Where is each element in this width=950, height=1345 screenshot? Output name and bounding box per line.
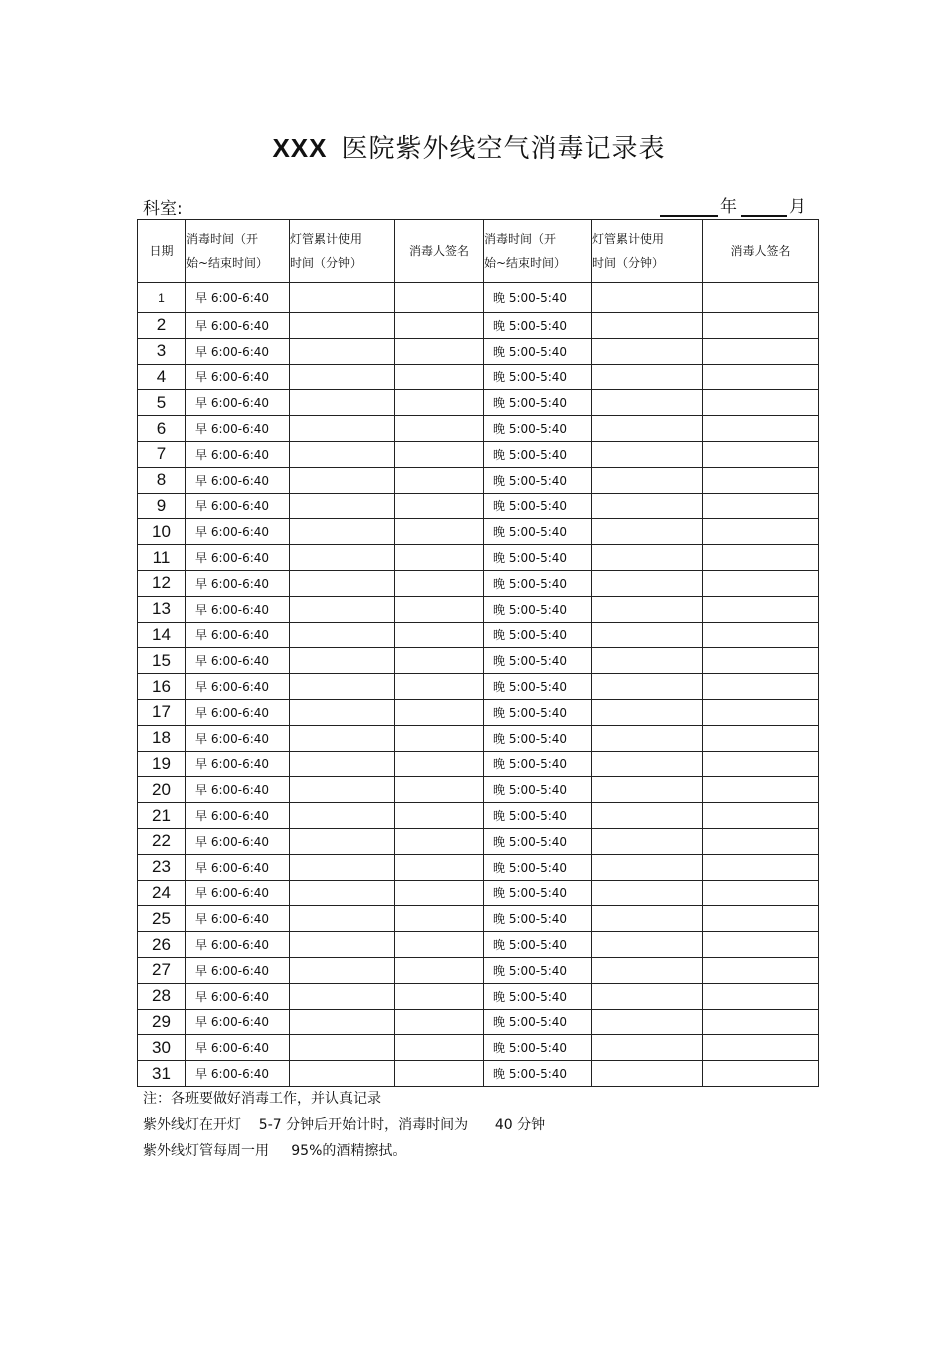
table-row (138, 390, 819, 416)
table-row (138, 828, 819, 854)
evening-lamp-minutes[interactable] (592, 932, 703, 958)
year-blank[interactable] (660, 197, 718, 217)
morning-signature[interactable] (395, 803, 484, 829)
evening-lamp-minutes[interactable] (592, 519, 703, 545)
morning-time: 早 6:00-6:40 (186, 828, 290, 854)
morning-lamp-minutes[interactable] (290, 1035, 395, 1061)
day-number: 28 (138, 983, 186, 1009)
day-number: 22 (138, 828, 186, 854)
day-number: 26 (138, 932, 186, 958)
evening-lamp-minutes[interactable] (592, 906, 703, 932)
morning-time: 早 6:00-6:40 (186, 364, 290, 390)
title-prefix: XXX (272, 133, 328, 163)
morning-signature[interactable] (395, 283, 484, 313)
morning-time: 早 6:00-6:40 (186, 854, 290, 880)
morning-lamp-minutes[interactable] (290, 854, 395, 880)
header-pm-lamp-line1: 灯管累计使用 (592, 232, 665, 246)
evening-time: 晚 5:00-5:40 (484, 519, 592, 545)
table-row (138, 596, 819, 622)
morning-lamp-minutes[interactable] (290, 622, 395, 648)
morning-signature[interactable] (395, 596, 484, 622)
evening-time: 晚 5:00-5:40 (484, 596, 592, 622)
day-number: 27 (138, 957, 186, 983)
evening-time: 晚 5:00-5:40 (484, 390, 592, 416)
evening-signature[interactable] (703, 1061, 819, 1087)
morning-time: 早 6:00-6:40 (186, 751, 290, 777)
morning-lamp-minutes[interactable] (290, 416, 395, 442)
evening-time: 晚 5:00-5:40 (484, 493, 592, 519)
year-month-field (660, 192, 806, 217)
morning-signature[interactable] (395, 957, 484, 983)
evening-time: 晚 5:00-5:40 (484, 828, 592, 854)
evening-lamp-minutes[interactable] (592, 983, 703, 1009)
table-row (138, 493, 819, 519)
day-number: 5 (138, 390, 186, 416)
morning-time: 早 6:00-6:40 (186, 699, 290, 725)
day-number: 20 (138, 777, 186, 803)
table-row (138, 416, 819, 442)
morning-signature[interactable] (395, 777, 484, 803)
day-number: 12 (138, 570, 186, 596)
morning-time: 早 6:00-6:40 (186, 596, 290, 622)
table-row (138, 983, 819, 1009)
evening-signature[interactable] (703, 441, 819, 467)
day-number: 16 (138, 674, 186, 700)
evening-signature[interactable] (703, 751, 819, 777)
morning-signature[interactable] (395, 416, 484, 442)
table-row (138, 957, 819, 983)
morning-time: 早 6:00-6:40 (186, 725, 290, 751)
morning-signature[interactable] (395, 1061, 484, 1087)
evening-time: 晚 5:00-5:40 (484, 545, 592, 571)
day-number: 15 (138, 648, 186, 674)
day-number: 8 (138, 467, 186, 493)
table-row (138, 932, 819, 958)
department-label: 科室: (143, 199, 183, 219)
morning-lamp-minutes[interactable] (290, 283, 395, 313)
table-row (138, 880, 819, 906)
table-row (138, 803, 819, 829)
evening-time: 晚 5:00-5:40 (484, 983, 592, 1009)
evening-lamp-minutes[interactable] (592, 854, 703, 880)
evening-lamp-minutes[interactable] (592, 957, 703, 983)
table-row (138, 906, 819, 932)
morning-signature[interactable] (395, 1035, 484, 1061)
morning-lamp-minutes[interactable] (290, 467, 395, 493)
table-row (138, 519, 819, 545)
morning-lamp-minutes[interactable] (290, 338, 395, 364)
morning-time: 早 6:00-6:40 (186, 880, 290, 906)
morning-signature[interactable] (395, 493, 484, 519)
morning-signature[interactable] (395, 854, 484, 880)
table-row (138, 699, 819, 725)
day-number: 25 (138, 906, 186, 932)
evening-signature[interactable] (703, 416, 819, 442)
page-title (0, 128, 938, 165)
morning-lamp-minutes[interactable] (290, 570, 395, 596)
morning-time: 早 6:00-6:40 (186, 1009, 290, 1035)
evening-lamp-minutes[interactable] (592, 390, 703, 416)
evening-time: 晚 5:00-5:40 (484, 1035, 592, 1061)
morning-lamp-minutes[interactable] (290, 906, 395, 932)
table-header-row (138, 220, 819, 283)
evening-time: 晚 5:00-5:40 (484, 1009, 592, 1035)
evening-signature[interactable] (703, 545, 819, 571)
morning-time: 早 6:00-6:40 (186, 283, 290, 313)
morning-lamp-minutes[interactable] (290, 545, 395, 571)
note-line-3: 紫外线灯管每周一用 95%的酒精擦拭。 (143, 1143, 407, 1159)
evening-lamp-minutes[interactable] (592, 674, 703, 700)
header-pm-time-line2: 始~结束时间） (484, 256, 567, 270)
evening-time: 晚 5:00-5:40 (484, 725, 592, 751)
table-row (138, 674, 819, 700)
table-row (138, 467, 819, 493)
header-pm-sign: 消毒人签名 (703, 220, 819, 283)
morning-time: 早 6:00-6:40 (186, 570, 290, 596)
evening-signature[interactable] (703, 674, 819, 700)
morning-time: 早 6:00-6:40 (186, 545, 290, 571)
morning-time: 早 6:00-6:40 (186, 313, 290, 339)
evening-time: 晚 5:00-5:40 (484, 283, 592, 313)
day-number: 2 (138, 313, 186, 339)
evening-time: 晚 5:00-5:40 (484, 957, 592, 983)
day-number: 29 (138, 1009, 186, 1035)
evening-time: 晚 5:00-5:40 (484, 699, 592, 725)
morning-time: 早 6:00-6:40 (186, 622, 290, 648)
table-row (138, 751, 819, 777)
evening-lamp-minutes[interactable] (592, 880, 703, 906)
morning-signature[interactable] (395, 725, 484, 751)
morning-signature[interactable] (395, 441, 484, 467)
morning-signature[interactable] (395, 751, 484, 777)
evening-time: 晚 5:00-5:40 (484, 854, 592, 880)
evening-signature[interactable] (703, 364, 819, 390)
note-line-2: 紫外线灯在开灯 5-7 分钟后开始计时，消毒时间为 40 分钟 (143, 1117, 546, 1133)
evening-lamp-minutes[interactable] (592, 828, 703, 854)
day-number: 3 (138, 338, 186, 364)
evening-lamp-minutes[interactable] (592, 1061, 703, 1087)
morning-signature[interactable] (395, 1009, 484, 1035)
header-am-lamp-line1: 灯管累计使用 (290, 232, 363, 246)
morning-time: 早 6:00-6:40 (186, 441, 290, 467)
table-row (138, 1035, 819, 1061)
evening-signature[interactable] (703, 622, 819, 648)
evening-time: 晚 5:00-5:40 (484, 674, 592, 700)
title-main: 医院紫外线空气消毒记录表 (341, 134, 666, 164)
morning-lamp-minutes[interactable] (290, 828, 395, 854)
evening-lamp-minutes[interactable] (592, 545, 703, 571)
day-number: 31 (138, 1061, 186, 1087)
evening-time: 晚 5:00-5:40 (484, 622, 592, 648)
evening-signature[interactable] (703, 906, 819, 932)
morning-time: 早 6:00-6:40 (186, 983, 290, 1009)
evening-lamp-minutes[interactable] (592, 570, 703, 596)
evening-signature[interactable] (703, 283, 819, 313)
evening-signature[interactable] (703, 313, 819, 339)
morning-time: 早 6:00-6:40 (186, 390, 290, 416)
table-row (138, 545, 819, 571)
header-am-lamp-line2: 时间（分钟） (290, 256, 363, 270)
morning-signature[interactable] (395, 932, 484, 958)
morning-time: 早 6:00-6:40 (186, 803, 290, 829)
morning-time: 早 6:00-6:40 (186, 932, 290, 958)
day-number: 13 (138, 596, 186, 622)
morning-signature[interactable] (395, 906, 484, 932)
morning-lamp-minutes[interactable] (290, 1061, 395, 1087)
morning-lamp-minutes[interactable] (290, 519, 395, 545)
evening-time: 晚 5:00-5:40 (484, 338, 592, 364)
evening-time: 晚 5:00-5:40 (484, 467, 592, 493)
table-row (138, 777, 819, 803)
header-date: 日期 (138, 220, 186, 283)
header-am-time-line2: 始~结束时间） (186, 256, 269, 270)
evening-signature[interactable] (703, 493, 819, 519)
morning-time: 早 6:00-6:40 (186, 416, 290, 442)
morning-lamp-minutes[interactable] (290, 364, 395, 390)
evening-lamp-minutes[interactable] (592, 1035, 703, 1061)
evening-signature[interactable] (703, 803, 819, 829)
evening-signature[interactable] (703, 983, 819, 1009)
evening-lamp-minutes[interactable] (592, 467, 703, 493)
evening-signature[interactable] (703, 519, 819, 545)
morning-signature[interactable] (395, 622, 484, 648)
header-am-lamp (290, 220, 395, 283)
evening-signature[interactable] (703, 777, 819, 803)
evening-time: 晚 5:00-5:40 (484, 313, 592, 339)
evening-signature[interactable] (703, 932, 819, 958)
morning-lamp-minutes[interactable] (290, 777, 395, 803)
evening-lamp-minutes[interactable] (592, 725, 703, 751)
day-number: 14 (138, 622, 186, 648)
evening-lamp-minutes[interactable] (592, 622, 703, 648)
evening-time: 晚 5:00-5:40 (484, 441, 592, 467)
morning-signature[interactable] (395, 699, 484, 725)
morning-lamp-minutes[interactable] (290, 441, 395, 467)
evening-signature[interactable] (703, 854, 819, 880)
evening-time: 晚 5:00-5:40 (484, 1061, 592, 1087)
morning-signature[interactable] (395, 880, 484, 906)
header-pm-time (484, 220, 592, 283)
morning-signature[interactable] (395, 983, 484, 1009)
evening-lamp-minutes[interactable] (592, 283, 703, 313)
evening-signature[interactable] (703, 648, 819, 674)
morning-lamp-minutes[interactable] (290, 932, 395, 958)
morning-signature[interactable] (395, 828, 484, 854)
morning-time: 早 6:00-6:40 (186, 674, 290, 700)
evening-lamp-minutes[interactable] (592, 364, 703, 390)
evening-time: 晚 5:00-5:40 (484, 364, 592, 390)
evening-lamp-minutes[interactable] (592, 1009, 703, 1035)
table-row (138, 283, 819, 313)
evening-time: 晚 5:00-5:40 (484, 570, 592, 596)
day-number: 19 (138, 751, 186, 777)
table-row (138, 313, 819, 339)
morning-lamp-minutes[interactable] (290, 493, 395, 519)
evening-signature[interactable] (703, 828, 819, 854)
morning-signature[interactable] (395, 364, 484, 390)
morning-time: 早 6:00-6:40 (186, 493, 290, 519)
note-line-1: 注：各班要做好消毒工作，并认真记录 (143, 1091, 381, 1107)
evening-time: 晚 5:00-5:40 (484, 880, 592, 906)
morning-time: 早 6:00-6:40 (186, 519, 290, 545)
evening-signature[interactable] (703, 880, 819, 906)
evening-time: 晚 5:00-5:40 (484, 906, 592, 932)
morning-signature[interactable] (395, 648, 484, 674)
table-row (138, 725, 819, 751)
table-row (138, 622, 819, 648)
day-number: 9 (138, 493, 186, 519)
evening-lamp-minutes[interactable] (592, 777, 703, 803)
morning-signature[interactable] (395, 467, 484, 493)
morning-time: 早 6:00-6:40 (186, 338, 290, 364)
day-number: 7 (138, 441, 186, 467)
month-blank[interactable] (741, 197, 787, 217)
morning-time: 早 6:00-6:40 (186, 957, 290, 983)
morning-time: 早 6:00-6:40 (186, 648, 290, 674)
day-number: 6 (138, 416, 186, 442)
day-number: 21 (138, 803, 186, 829)
morning-lamp-minutes[interactable] (290, 674, 395, 700)
header-pm-lamp (592, 220, 703, 283)
morning-signature[interactable] (395, 338, 484, 364)
morning-signature[interactable] (395, 545, 484, 571)
evening-signature[interactable] (703, 699, 819, 725)
evening-lamp-minutes[interactable] (592, 338, 703, 364)
morning-signature[interactable] (395, 313, 484, 339)
evening-lamp-minutes[interactable] (592, 648, 703, 674)
morning-time: 早 6:00-6:40 (186, 1035, 290, 1061)
day-number: 18 (138, 725, 186, 751)
table-row (138, 364, 819, 390)
evening-lamp-minutes[interactable] (592, 803, 703, 829)
header-pm-time-line1: 消毒时间（开 (484, 232, 557, 246)
year-label: 年 (720, 197, 737, 217)
evening-lamp-minutes[interactable] (592, 699, 703, 725)
morning-lamp-minutes[interactable] (290, 1009, 395, 1035)
evening-signature[interactable] (703, 725, 819, 751)
evening-signature[interactable] (703, 338, 819, 364)
morning-signature[interactable] (395, 519, 484, 545)
evening-time: 晚 5:00-5:40 (484, 416, 592, 442)
day-number: 4 (138, 364, 186, 390)
table-row (138, 1061, 819, 1087)
day-number: 30 (138, 1035, 186, 1061)
day-number: 24 (138, 880, 186, 906)
table-row (138, 338, 819, 364)
table-body (138, 283, 819, 1087)
evening-signature[interactable] (703, 390, 819, 416)
evening-time: 晚 5:00-5:40 (484, 803, 592, 829)
morning-signature[interactable] (395, 674, 484, 700)
month-label: 月 (789, 197, 806, 217)
evening-signature[interactable] (703, 570, 819, 596)
evening-lamp-minutes[interactable] (592, 751, 703, 777)
morning-lamp-minutes[interactable] (290, 648, 395, 674)
disinfection-log-table (137, 219, 819, 1087)
header-pm-lamp-line2: 时间（分钟） (592, 256, 665, 270)
day-number: 11 (138, 545, 186, 571)
evening-lamp-minutes[interactable] (592, 416, 703, 442)
table-row (138, 570, 819, 596)
table-row (138, 441, 819, 467)
day-number: 17 (138, 699, 186, 725)
morning-lamp-minutes[interactable] (290, 725, 395, 751)
evening-signature[interactable] (703, 596, 819, 622)
morning-lamp-minutes[interactable] (290, 957, 395, 983)
morning-time: 早 6:00-6:40 (186, 1061, 290, 1087)
morning-lamp-minutes[interactable] (290, 803, 395, 829)
table-row (138, 1009, 819, 1035)
morning-lamp-minutes[interactable] (290, 751, 395, 777)
notes-section (143, 1086, 545, 1164)
morning-lamp-minutes[interactable] (290, 880, 395, 906)
morning-lamp-minutes[interactable] (290, 596, 395, 622)
evening-lamp-minutes[interactable] (592, 441, 703, 467)
header-am-time (186, 220, 290, 283)
evening-time: 晚 5:00-5:40 (484, 777, 592, 803)
evening-signature[interactable] (703, 1009, 819, 1035)
evening-signature[interactable] (703, 957, 819, 983)
morning-time: 早 6:00-6:40 (186, 467, 290, 493)
evening-lamp-minutes[interactable] (592, 313, 703, 339)
evening-signature[interactable] (703, 467, 819, 493)
table-row (138, 854, 819, 880)
evening-lamp-minutes[interactable] (592, 493, 703, 519)
morning-time: 早 6:00-6:40 (186, 777, 290, 803)
header-am-time-line1: 消毒时间（开 (186, 232, 259, 246)
header-am-sign: 消毒人签名 (395, 220, 484, 283)
day-number: 23 (138, 854, 186, 880)
morning-signature[interactable] (395, 570, 484, 596)
evening-time: 晚 5:00-5:40 (484, 932, 592, 958)
evening-time: 晚 5:00-5:40 (484, 648, 592, 674)
evening-lamp-minutes[interactable] (592, 596, 703, 622)
table-row (138, 648, 819, 674)
day-number: 1 (138, 283, 186, 313)
morning-lamp-minutes[interactable] (290, 313, 395, 339)
evening-time: 晚 5:00-5:40 (484, 751, 592, 777)
morning-signature[interactable] (395, 390, 484, 416)
evening-signature[interactable] (703, 1035, 819, 1061)
morning-time: 早 6:00-6:40 (186, 906, 290, 932)
morning-lamp-minutes[interactable] (290, 983, 395, 1009)
day-number: 10 (138, 519, 186, 545)
morning-lamp-minutes[interactable] (290, 699, 395, 725)
morning-lamp-minutes[interactable] (290, 390, 395, 416)
